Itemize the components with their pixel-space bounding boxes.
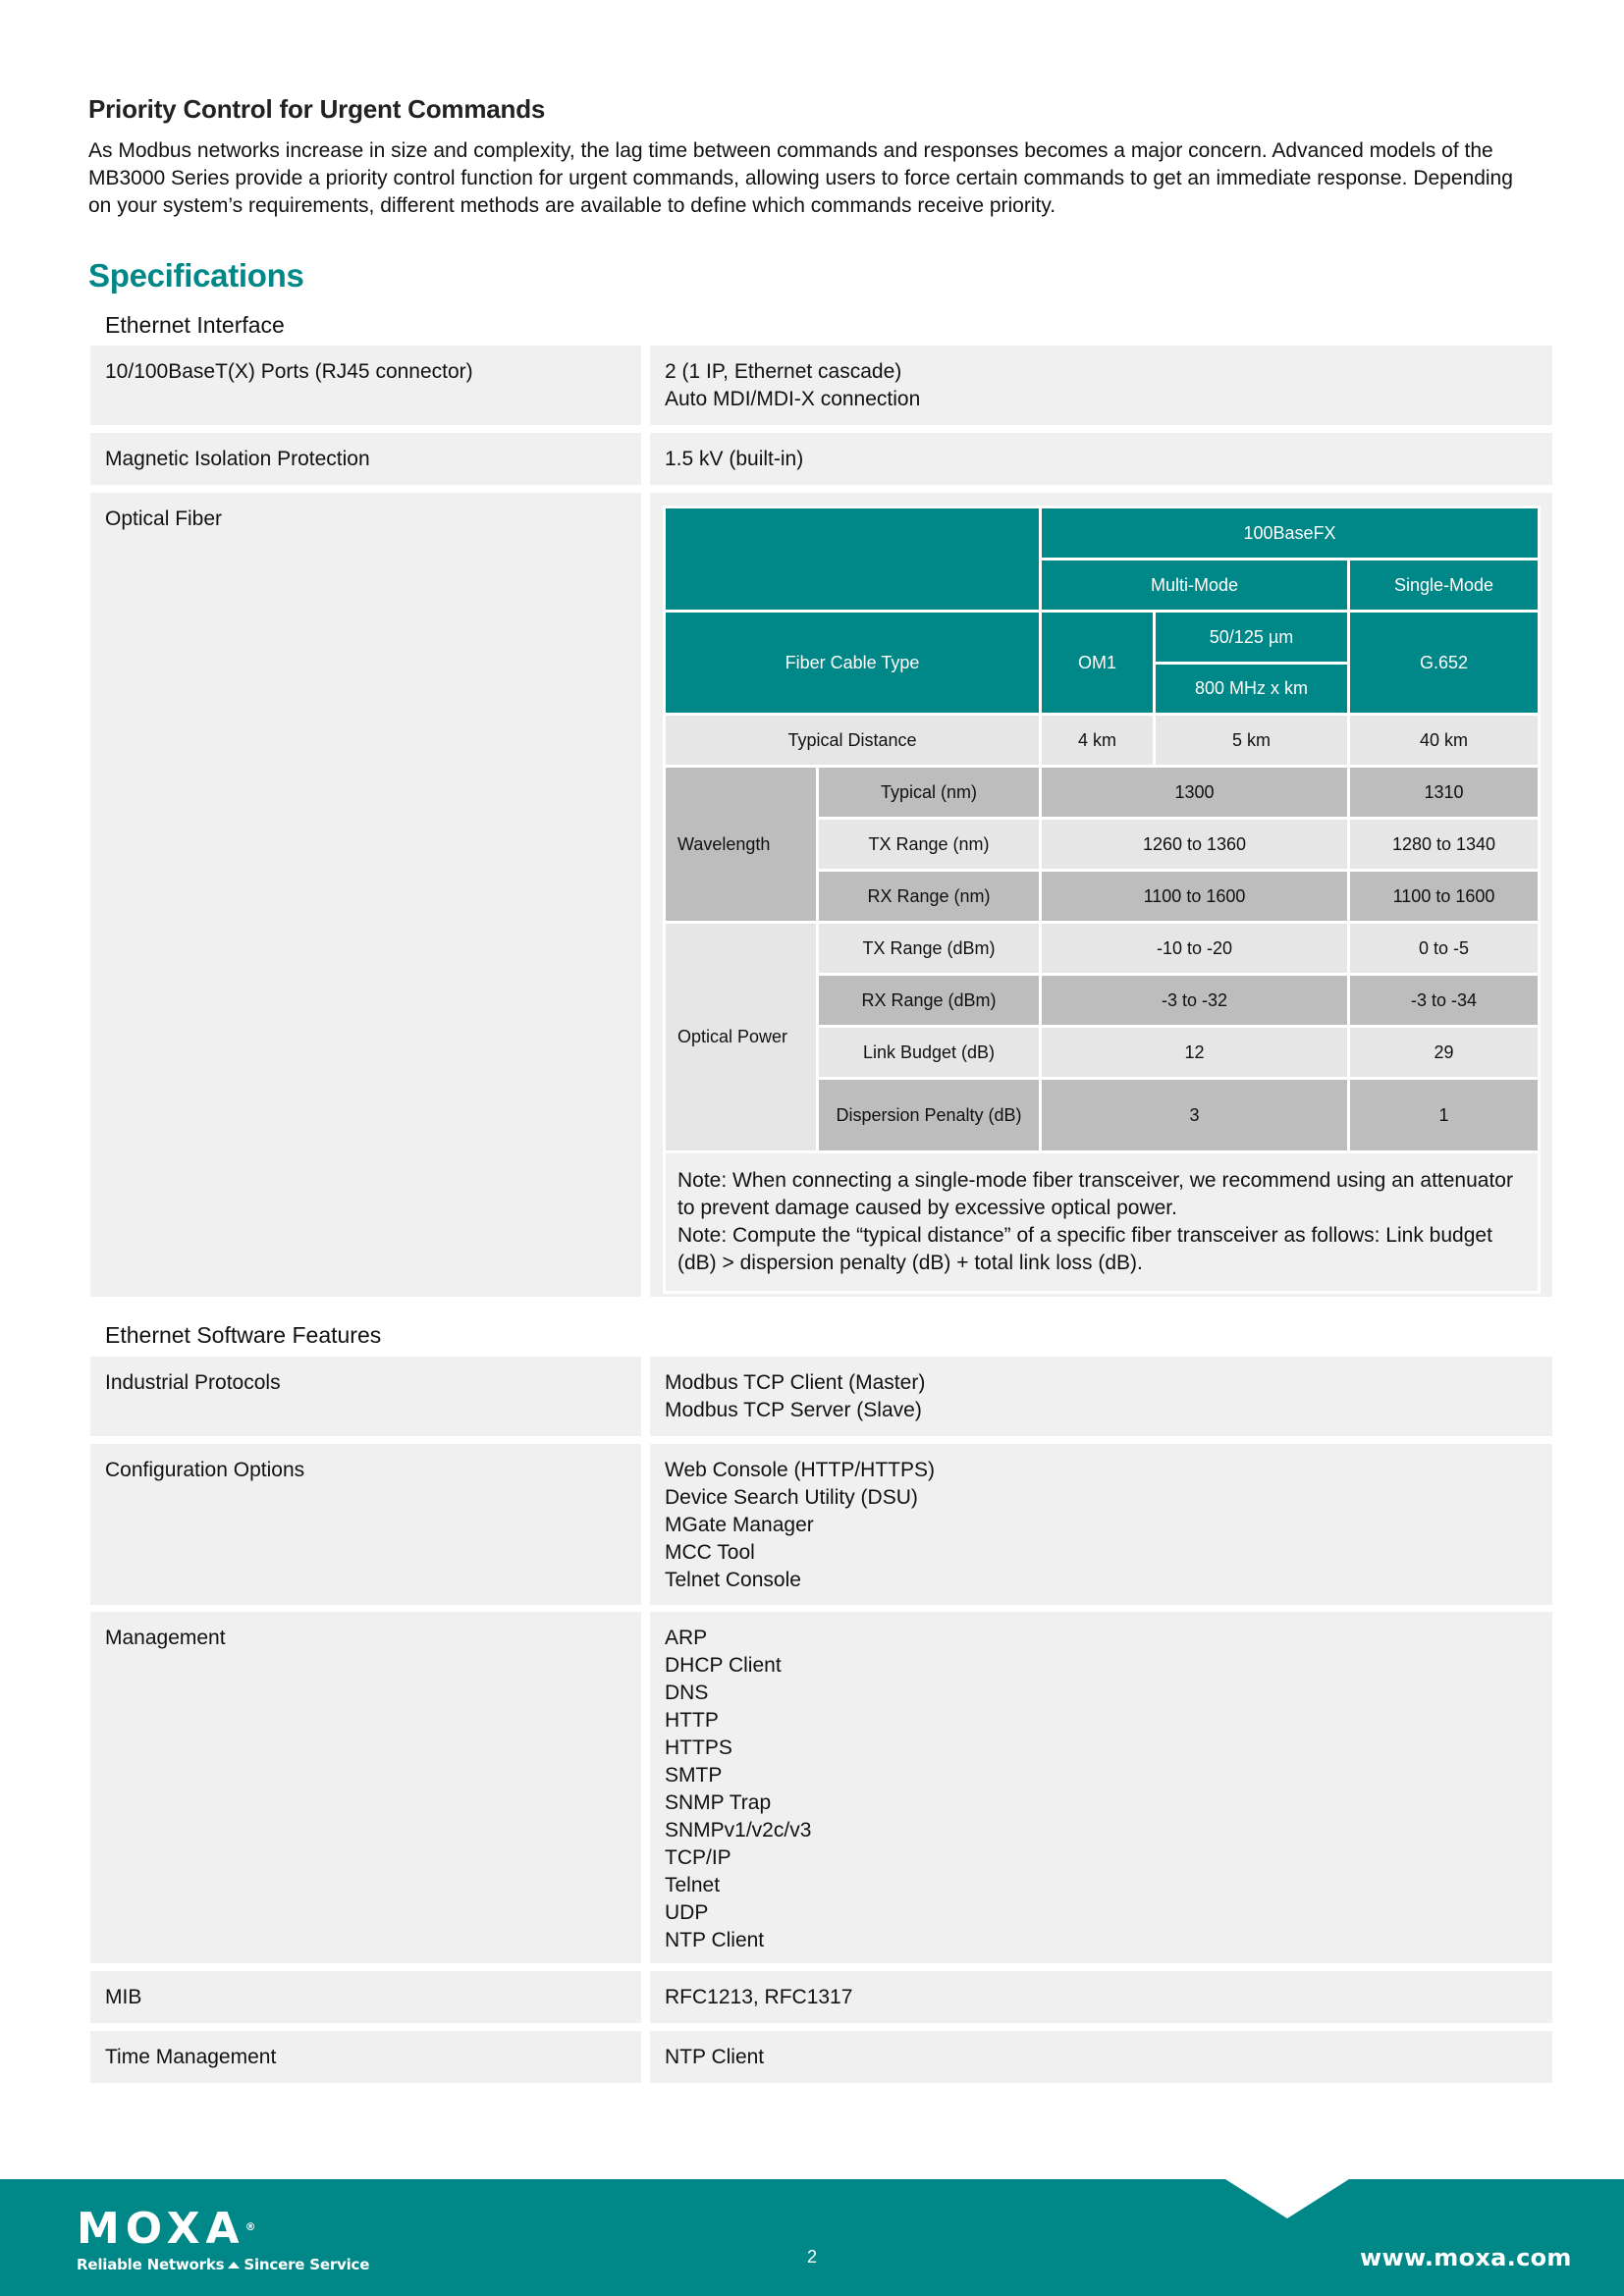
spec-value-line: SNMP Trap [665, 1791, 772, 1814]
spec-value [650, 346, 1552, 425]
page-number: 2 [807, 2247, 818, 2267]
spec-row-magnetic-isolation [90, 433, 1552, 485]
footer-notch-decoration [1225, 2179, 1349, 2218]
website-link[interactable]: www.moxa.com [1360, 2244, 1572, 2271]
group-title-ethernet-software-features: Ethernet Software Features [105, 1322, 382, 1348]
optical-power-mm-value: -10 to -20 [1041, 923, 1349, 975]
moxa-logo: MOXA® [77, 2204, 256, 2254]
wavelength-row-label: RX Range (nm) [818, 871, 1041, 923]
optical-power-row-label: TX Range (dBm) [818, 923, 1041, 975]
typical-distance-label: Typical Distance [665, 715, 1041, 767]
optical-power-row-label: Link Budget (dB) [818, 1027, 1041, 1079]
optical-power-group-label: Optical Power [665, 923, 818, 1152]
fiber-cable-type-label: Fiber Cable Type [665, 612, 1041, 715]
spec-value-line: DNS [665, 1682, 709, 1704]
spec-value-line: TCP/IP [665, 1846, 731, 1869]
wavelength-group-label: Wavelength [665, 767, 818, 923]
registered-mark: ® [244, 2220, 256, 2233]
spec-value-line: NTP Client [665, 2046, 765, 2068]
optical-fiber-table [663, 506, 1541, 1294]
note-typical-distance: Note: Compute the “typical distance” of a specific fiber transceiver as follows: Link budget (dB) > dispersion penalty (dB) + total link loss (dB). [677, 1224, 1492, 1274]
fiber-mm-spec-1: 50/125 µm [1155, 612, 1349, 664]
wavelength-row-label: Typical (nm) [818, 767, 1041, 819]
fiber-mm-spec-2: 800 MHz x km [1155, 664, 1349, 715]
header-multi-mode: Multi-Mode [1041, 560, 1349, 612]
optical-power-mm-value: 3 [1041, 1079, 1349, 1152]
wavelength-sm-value: 1310 [1349, 767, 1540, 819]
optical-power-sm-value: 29 [1349, 1027, 1540, 1079]
spec-value [650, 2031, 1552, 2083]
spec-value-line: Web Console (HTTP/HTTPS) [665, 1459, 935, 1481]
spec-value-line: Auto MDI/MDI-X connection [665, 388, 921, 410]
spec-label: Industrial Protocols [90, 1357, 641, 1436]
spec-label: Optical Fiber [90, 493, 641, 1297]
wavelength-row-label: TX Range (nm) [818, 819, 1041, 871]
optical-fiber-notes [665, 1152, 1540, 1293]
spec-value-line: Device Search Utility (DSU) [665, 1486, 918, 1509]
spec-label: 10/100BaseT(X) Ports (RJ45 connector) [90, 346, 641, 425]
optical-power-sm-value: 0 to -5 [1349, 923, 1540, 975]
header-corner [665, 507, 1041, 612]
spec-row-management [90, 1612, 1552, 1963]
spec-value-line: UDP [665, 1901, 709, 1924]
spec-label: MIB [90, 1971, 641, 2023]
triangle-icon [228, 2262, 240, 2269]
header-single-mode: Single-Mode [1349, 560, 1540, 612]
wavelength-sm-value: 1280 to 1340 [1349, 819, 1540, 871]
spec-value-line: MGate Manager [665, 1514, 814, 1536]
spec-value-line: 1.5 kV (built-in) [665, 448, 804, 470]
spec-row-mib [90, 1971, 1552, 2023]
wavelength-mm-value: 1100 to 1600 [1041, 871, 1349, 923]
spec-value [650, 1971, 1552, 2023]
spec-value-line: RFC1213, RFC1317 [665, 1986, 853, 2008]
header-standard: 100BaseFX [1041, 507, 1540, 560]
spec-label: Management [90, 1612, 641, 1963]
wavelength-mm-value: 1300 [1041, 767, 1349, 819]
spec-value-line: Telnet [665, 1874, 721, 1896]
spec-value-line: MCC Tool [665, 1541, 755, 1564]
spec-value-line: NTP Client [665, 1929, 765, 1951]
spec-label: Magnetic Isolation Protection [90, 433, 641, 485]
group-title-ethernet-interface: Ethernet Interface [105, 312, 285, 338]
section-heading-priority-control: Priority Control for Urgent Commands [88, 94, 546, 124]
optical-power-sm-value: -3 to -34 [1349, 975, 1540, 1027]
spec-label: Time Management [90, 2031, 641, 2083]
spec-label: Configuration Options [90, 1444, 641, 1605]
spec-value-line: 2 (1 IP, Ethernet cascade) [665, 360, 902, 383]
typical-distance-sm: 40 km [1349, 715, 1540, 767]
wavelength-mm-value: 1260 to 1360 [1041, 819, 1349, 871]
spec-row-ethernet-ports [90, 346, 1552, 425]
wavelength-sm-value: 1100 to 1600 [1349, 871, 1540, 923]
spec-row-time-management [90, 2031, 1552, 2083]
optical-power-mm-value: 12 [1041, 1027, 1349, 1079]
spec-value-line: HTTP [665, 1709, 719, 1732]
spec-value-line: SNMPv1/v2c/v3 [665, 1819, 812, 1842]
spec-row-configuration-options [90, 1444, 1552, 1605]
moxa-tagline: Reliable Networks Sincere Service [77, 2256, 370, 2273]
spec-value-line: Modbus TCP Server (Slave) [665, 1399, 922, 1421]
note-attenuator: Note: When connecting a single-mode fiber transceiver, we recommend using an attenuator to prevent damage caused by excessive optical power. [677, 1169, 1513, 1219]
spec-value [650, 1612, 1552, 1963]
spec-value [650, 1357, 1552, 1436]
spec-value-line: Telnet Console [665, 1569, 801, 1591]
typical-distance-mm: 5 km [1155, 715, 1349, 767]
optical-power-sm-value: 1 [1349, 1079, 1540, 1152]
spec-value-line: DHCP Client [665, 1654, 782, 1677]
intro-paragraph: As Modbus networks increase in size and complexity, the lag time between commands and responses becomes a major concern. Advanced models of the MB3000 Series provide a priority control function for urgent commands, allowing users to force certain commands to get an immediate response. Depending on your system’s requirements, different methods are available to define which commands receive priority. [88, 139, 1513, 217]
spec-value [650, 1444, 1552, 1605]
spec-row-industrial-protocols [90, 1357, 1552, 1436]
optical-power-row-label: RX Range (dBm) [818, 975, 1041, 1027]
optical-power-mm-value: -3 to -32 [1041, 975, 1349, 1027]
spec-value [650, 433, 1552, 485]
fiber-sm: G.652 [1349, 612, 1540, 715]
typical-distance-om1: 4 km [1041, 715, 1155, 767]
spec-value-line: SMTP [665, 1764, 723, 1787]
optical-power-row-label: Dispersion Penalty (dB) [818, 1079, 1041, 1152]
spec-value-line: ARP [665, 1627, 708, 1649]
spec-value-line: Modbus TCP Client (Master) [665, 1371, 926, 1394]
spec-value-line: HTTPS [665, 1736, 732, 1759]
specifications-title: Specifications [88, 257, 304, 294]
fiber-om1: OM1 [1041, 612, 1155, 715]
